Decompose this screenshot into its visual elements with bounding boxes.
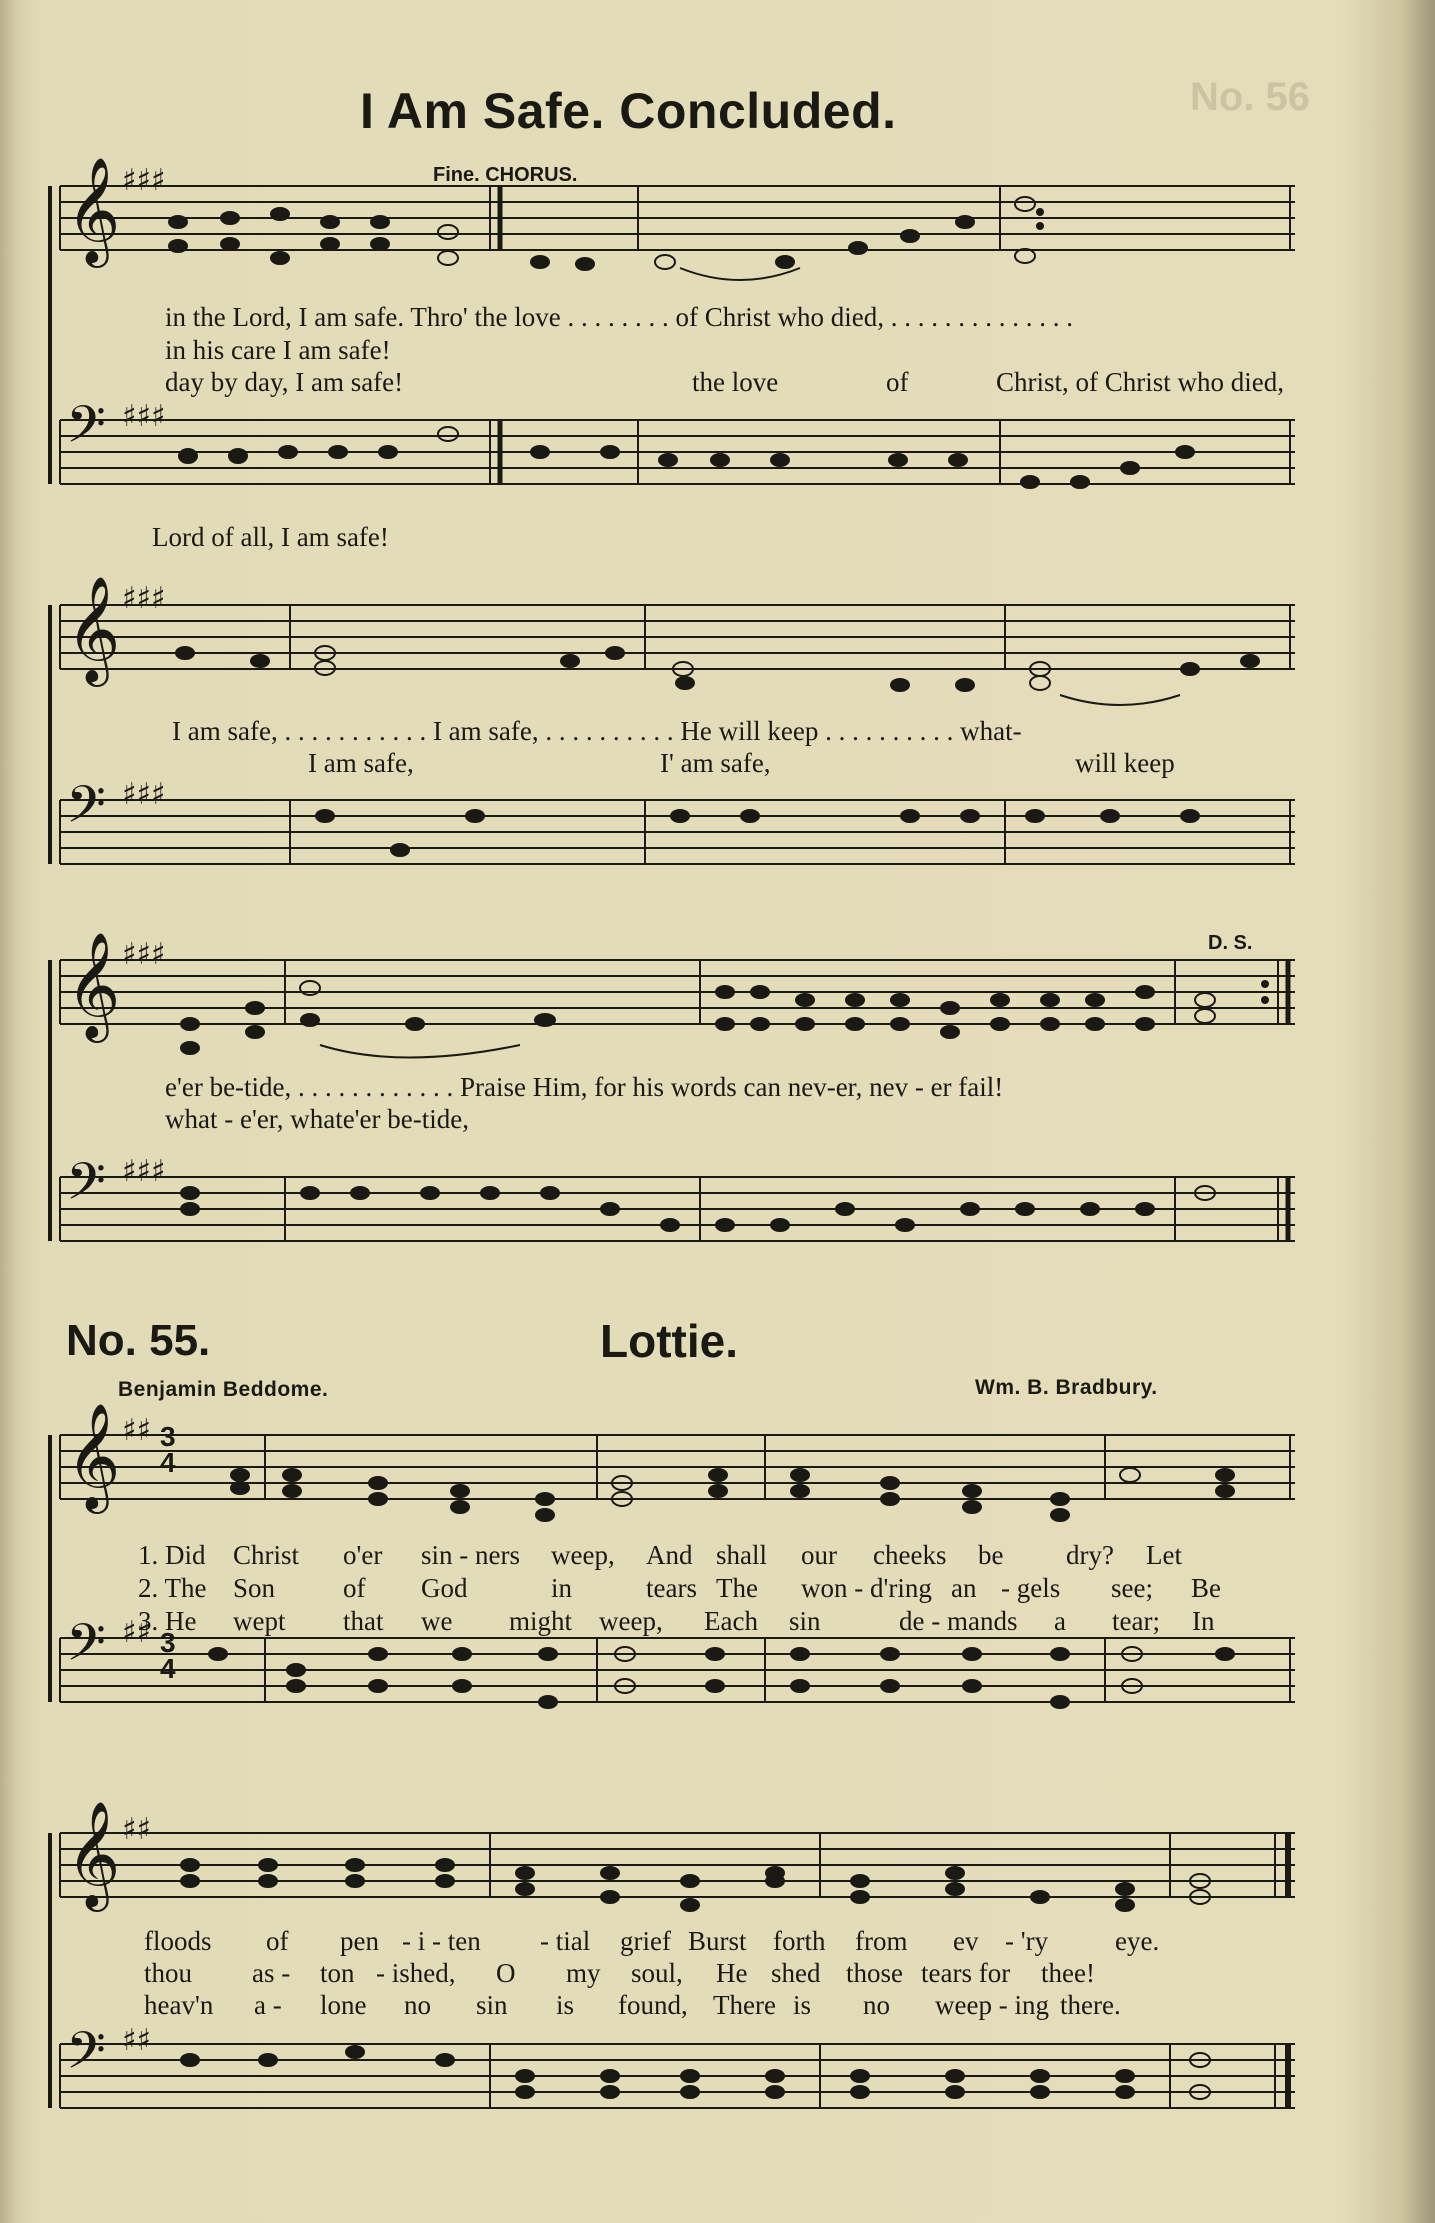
syllable: a - (254, 1990, 282, 2020)
syllable: thee! (1041, 1958, 1095, 1988)
syllable: sin - ners (421, 1540, 520, 1570)
syllable: no (404, 1990, 431, 2020)
syllable: - 'ry (1005, 1926, 1049, 1956)
key-signature-icon: ♯♯ (122, 1615, 152, 1650)
lyric-word: of (886, 367, 909, 397)
syllable: ev (953, 1926, 979, 1956)
syllable: heav'n (144, 1990, 214, 2020)
syllable: The (716, 1573, 758, 1603)
key-signature-icon: ♯♯♯ (122, 1154, 166, 1189)
syllable: 1. Did (138, 1540, 206, 1570)
syllable: found, (618, 1990, 688, 2020)
syllable: from (855, 1926, 908, 1956)
syllable: our (801, 1540, 837, 1570)
syllable: no (863, 1990, 890, 2020)
syllable: 2. The (138, 1573, 207, 1603)
syllable: He (716, 1958, 748, 1988)
syllable: thou (144, 1958, 193, 1988)
syllable: won - d'ring (801, 1573, 932, 1603)
syllable: tears for (921, 1958, 1011, 1988)
syllable: grief (620, 1926, 671, 1956)
syllable: there. (1060, 1990, 1121, 2020)
syllable: is (556, 1990, 575, 2020)
bass-clef-icon: 𝄢 (66, 394, 106, 467)
syllable: o'er (343, 1540, 383, 1570)
page-title: I Am Safe. Concluded. (360, 83, 897, 139)
syllable: shed (771, 1958, 821, 1988)
syllable: weep, (599, 1606, 663, 1636)
lyric-line: day by day, I am safe! (165, 367, 404, 397)
syllable: sin (789, 1606, 821, 1636)
key-signature-icon: ♯♯ (122, 1812, 152, 1847)
fine-chorus-mark: Fine. CHORUS. (433, 164, 578, 186)
syllable: In (1192, 1606, 1215, 1636)
syllable: Christ (233, 1540, 300, 1570)
syllable: Let (1146, 1540, 1182, 1570)
syllable: lone (320, 1990, 367, 2020)
time-signature: 3 4 (160, 1627, 176, 1684)
verse-2-line (144, 1958, 1101, 1989)
key-signature-icon: ♯♯♯ (122, 399, 166, 434)
syllable: eye. (1115, 1926, 1160, 1956)
syllable: in (551, 1573, 573, 1603)
syllable: those (846, 1958, 903, 1988)
syllable: as - (252, 1958, 291, 1988)
treble-clef-icon: 𝄞 (66, 156, 121, 263)
syllable: that (343, 1606, 384, 1636)
key-signature-icon: ♯♯♯ (122, 777, 166, 812)
syllable: be (978, 1540, 1004, 1570)
syllable: tears (646, 1573, 697, 1603)
verse-1-line (138, 1540, 1196, 1571)
syllable: soul, (631, 1958, 683, 1988)
key-signature-icon: ♯♯ (122, 1413, 152, 1448)
lyricist-credit: Benjamin Beddome. (118, 1378, 329, 1401)
syllable: a (1054, 1606, 1066, 1636)
syllable: an (951, 1573, 977, 1603)
syllable: Burst (688, 1926, 747, 1956)
lyric-word: Christ, of Christ who died, (996, 367, 1284, 397)
hymn-title: Lottie. (600, 1315, 738, 1367)
syllable: we (421, 1606, 453, 1636)
hymn-number: No. 55. (66, 1316, 211, 1365)
syllable: Be (1191, 1573, 1221, 1603)
bass-clef-icon: 𝄢 (66, 1151, 106, 1224)
syllable: pen (340, 1926, 379, 1956)
syllable: Son (233, 1573, 276, 1603)
syllable: ton (320, 1958, 355, 1988)
syllable: de - mands (899, 1606, 1018, 1636)
syllable: shall (716, 1540, 767, 1570)
key-signature-icon: ♯♯♯ (122, 937, 166, 972)
syllable: - ished, (376, 1958, 456, 1988)
bass-lyric-line: what - e'er, whate'er be-tide, (165, 1104, 469, 1134)
verse-2-line (138, 1573, 1231, 1604)
ds-mark: D. S. (1208, 932, 1253, 954)
syllable: dry? (1066, 1540, 1114, 1570)
key-signature-icon: ♯♯♯ (122, 581, 166, 616)
syllable: There (713, 1990, 776, 2020)
lyric-line: in the Lord, I am safe. Thro' the love . . . . . . . . of Christ who died, . . . . . . . . . . . . . . (165, 302, 1073, 332)
syllable: - gels (1001, 1573, 1061, 1603)
syllable: floods (144, 1926, 212, 1956)
syllable: might (509, 1606, 573, 1636)
lyric-line: I am safe, . . . . . . . . . . . I am safe, . . . . . . . . . . He will keep . . . . . . . . . . what- (172, 716, 1022, 746)
syllable: see; (1111, 1573, 1153, 1603)
syllable: my (566, 1958, 601, 1988)
syllable: God (421, 1573, 468, 1603)
lyric-line: e'er be-tide, . . . . . . . . . . . . Praise Him, for his words can nev-er, nev - er fail! (165, 1072, 1004, 1102)
syllable: Each (704, 1606, 758, 1636)
bass-clef-icon: 𝄢 (66, 774, 106, 847)
syllable: weep, (551, 1540, 615, 1570)
verse-3-line (138, 1606, 1232, 1637)
syllable: 3. He (138, 1606, 197, 1636)
syllable: of (266, 1926, 289, 1956)
treble-clef-icon: 𝄞 (66, 1800, 121, 1907)
syllable: O (496, 1958, 516, 1988)
bass-lyric-line: Lord of all, I am safe! (152, 522, 389, 552)
syllable: of (343, 1573, 366, 1603)
syllable: - tial (540, 1926, 591, 1956)
syllable: sin (476, 1990, 508, 2020)
verse-1-line (144, 1926, 1175, 1957)
syllable: - i - ten (402, 1926, 481, 1956)
syllable: tear; (1112, 1606, 1160, 1636)
bass-lyric-word: will keep (1075, 748, 1175, 778)
composer-credit: Wm. B. Bradbury. (975, 1376, 1158, 1399)
bass-lyric-word: I' am safe, (660, 748, 771, 778)
bleed-through-mark: No. 56 (1190, 75, 1311, 119)
bass-clef-icon: 𝄢 (66, 2020, 106, 2093)
bass-lyric-word: I am safe, (308, 748, 414, 778)
key-signature-icon: ♯♯ (122, 2023, 152, 2058)
key-signature-icon: ♯♯♯ (122, 163, 166, 198)
syllable: weep - ing (935, 1990, 1049, 2020)
syllable: is (793, 1990, 812, 2020)
syllable: And (646, 1540, 693, 1570)
treble-clef-icon: 𝄞 (66, 575, 121, 682)
verse-3-line (144, 1990, 1120, 2021)
syllable: cheeks (873, 1540, 947, 1570)
syllable: forth (773, 1926, 826, 1956)
treble-clef-icon: 𝄞 (66, 1402, 121, 1509)
lyric-word: the love (692, 367, 779, 397)
system-1-treble-staff (0, 0, 1435, 520)
bass-clef-icon: 𝄢 (66, 1612, 106, 1685)
lyric-line: in his care I am safe! (165, 335, 391, 365)
time-signature: 3 4 (160, 1421, 176, 1478)
treble-clef-icon: 𝄞 (66, 931, 121, 1038)
syllable: wept (233, 1606, 286, 1636)
